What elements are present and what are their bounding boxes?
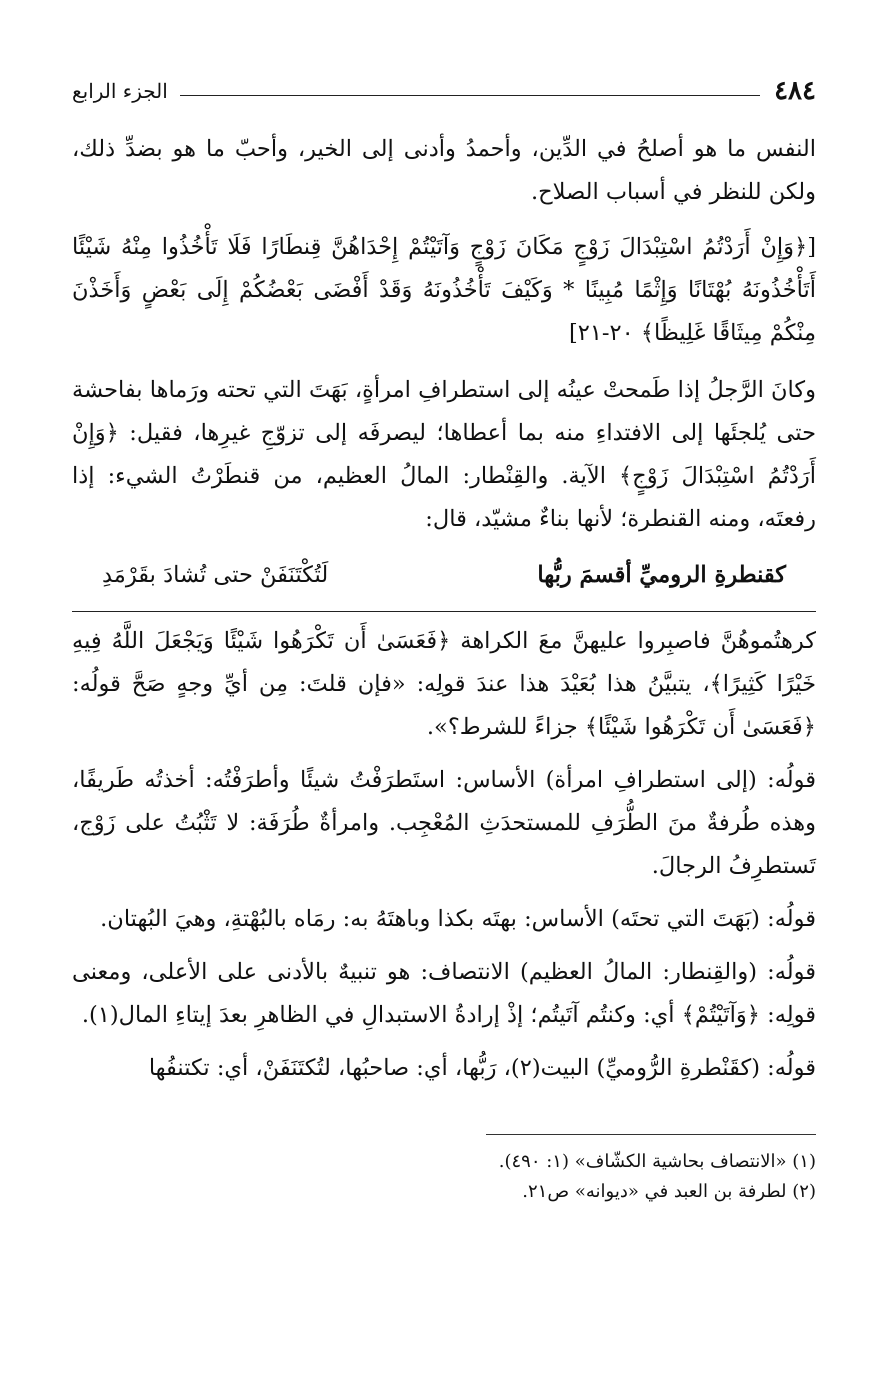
part-title: الجزء الرابع	[72, 79, 168, 103]
intro-paragraph: النفس ما هو أصلحُ في الدِّين، وأحمدُ وأدنى إلى الخير، وأحبّ ما هو بضدِّ ذلك، ولكن للنظر في أسباب الصلاح.	[72, 136, 816, 205]
book-page	[72, 72, 816, 1207]
gloss-paragraph: قولُه: (كقَنْطرةِ الرُّوميِّ) البيت(٢)، رَبُّها، أي: صاحبُها، لتُكتَنَفَنْ، أي: تكتنفُها	[148, 1055, 816, 1081]
quran-verse: [﴿وَإِنْ أَرَدْتُمُ اسْتِبْدَالَ زَوْجٍ مَكَانَ زَوْجٍ وَآتَيْتُمْ إِحْدَاهُنَّ قِنطَارًا فَلَا تَأْخُذُوا مِنْهُ شَيْئًا أَتَأْخُذُونَهُ بُهْتَانًا وَإِثْمًا مُبِينًا * وَكَيْفَ تَأْخُذُونَهُ وَقَدْ أَفْضَى بَعْضُكُمْ إِلَى بَعْضٍ وَأَخَذْنَ مِنْكُمْ مِيثَاقًا غَلِيظًا﴾ ٢٠-٢١]	[72, 234, 816, 346]
poem-hemistich-first: كقنطرةِ الروميِّ أقسمَ ربُّها	[537, 562, 786, 588]
gloss-paragraph: كرهتُموهُنَّ فاصبِروا عليهنَّ معَ الكراهة ﴿فَعَسَىٰ أَن تَكْرَهُوا شَيْئًا وَيَجْعَلَ اللَّهُ فِيهِ خَيْرًا كَثِيرًا﴾، يتبيَّنُ هذا بُعَيْدَ هذا عندَ قولِه: «فإن قلتَ: مِن أيِّ وجهٍ صَحَّ قولُه: ﴿فَعَسَىٰ أَن تَكْرَهُوا شَيْئًا﴾ جزاءً للشرط؟».	[72, 628, 816, 740]
page-number: ٤٨٤	[774, 76, 816, 106]
commentary-paragraph: وكانَ الرَّجلُ إذا طَمحتْ عينُه إلى استطرافِ امرأةٍ، بَهَتَ التي تحته ورَماها بفاحشة حتى يُلجئَها إلى الافتداءِ منه بما أعطاها؛ ليصرفَه إلى تزوّجِ غيرِها، فقيل: ﴿وَإِنْ أَرَدْتُمُ اسْتِبْدَالَ زَوْجٍ﴾ الآية. والقِنْطار: المالُ العظيم، من قنطَرْتُ الشيء: إذا رفعتَه، ومنه القنطرة؛ لأنها بناءٌ مشيّد، قال:	[72, 377, 816, 532]
gloss-paragraph: قولُه: (والقِنطار: المالُ العظيم) الانتصاف: هو تنبيهٌ بالأدنى على الأعلى، ومعنى قولِه: ﴿وَآتَيْتُمْ﴾ أي: وكنتُم آتَيتُم؛ إذْ إرادةُ الاستبدالِ في الظاهرِ بعدَ إيتاءِ المال(١).	[72, 959, 816, 1028]
poem-hemistich-second: لَتُكْتَنَفَنْ حتى تُشادَ بقَرْمَدِ	[102, 562, 329, 588]
header-rule	[180, 95, 760, 96]
section-divider	[72, 611, 816, 612]
poem-line	[102, 553, 786, 597]
gloss-paragraph: قولُه: (إلى استطرافِ امرأة) الأساس: استَطرَفْتُ شيئًا وأطرَفْتُه: أخذتُه طَريفًا، وهذه طُرفةٌ منَ الطُّرَفِ للمستحدَثِ المُعْجِب. وامرأةٌ طُرَفَة: لا تَثْبُتُ على زَوْج، تَستطرِفُ الرجالَ.	[72, 767, 816, 879]
page-header	[72, 72, 816, 110]
gloss-paragraph: قولُه: (بَهَتَ التي تحتَه) الأساس: بهتَه بكذا وباهتَهُ به: رمَاه بالبُهْتةِ، وهيَ البُهتان.	[100, 906, 816, 932]
footnote-rule	[486, 1134, 816, 1135]
footnote-2: (٢) لطرفة بن العبد في «ديوانه» ص٢١.	[522, 1181, 816, 1202]
footnote-1: (١) «الانتصاف بحاشية الكشّاف» (١: ٤٩٠).	[498, 1151, 816, 1172]
